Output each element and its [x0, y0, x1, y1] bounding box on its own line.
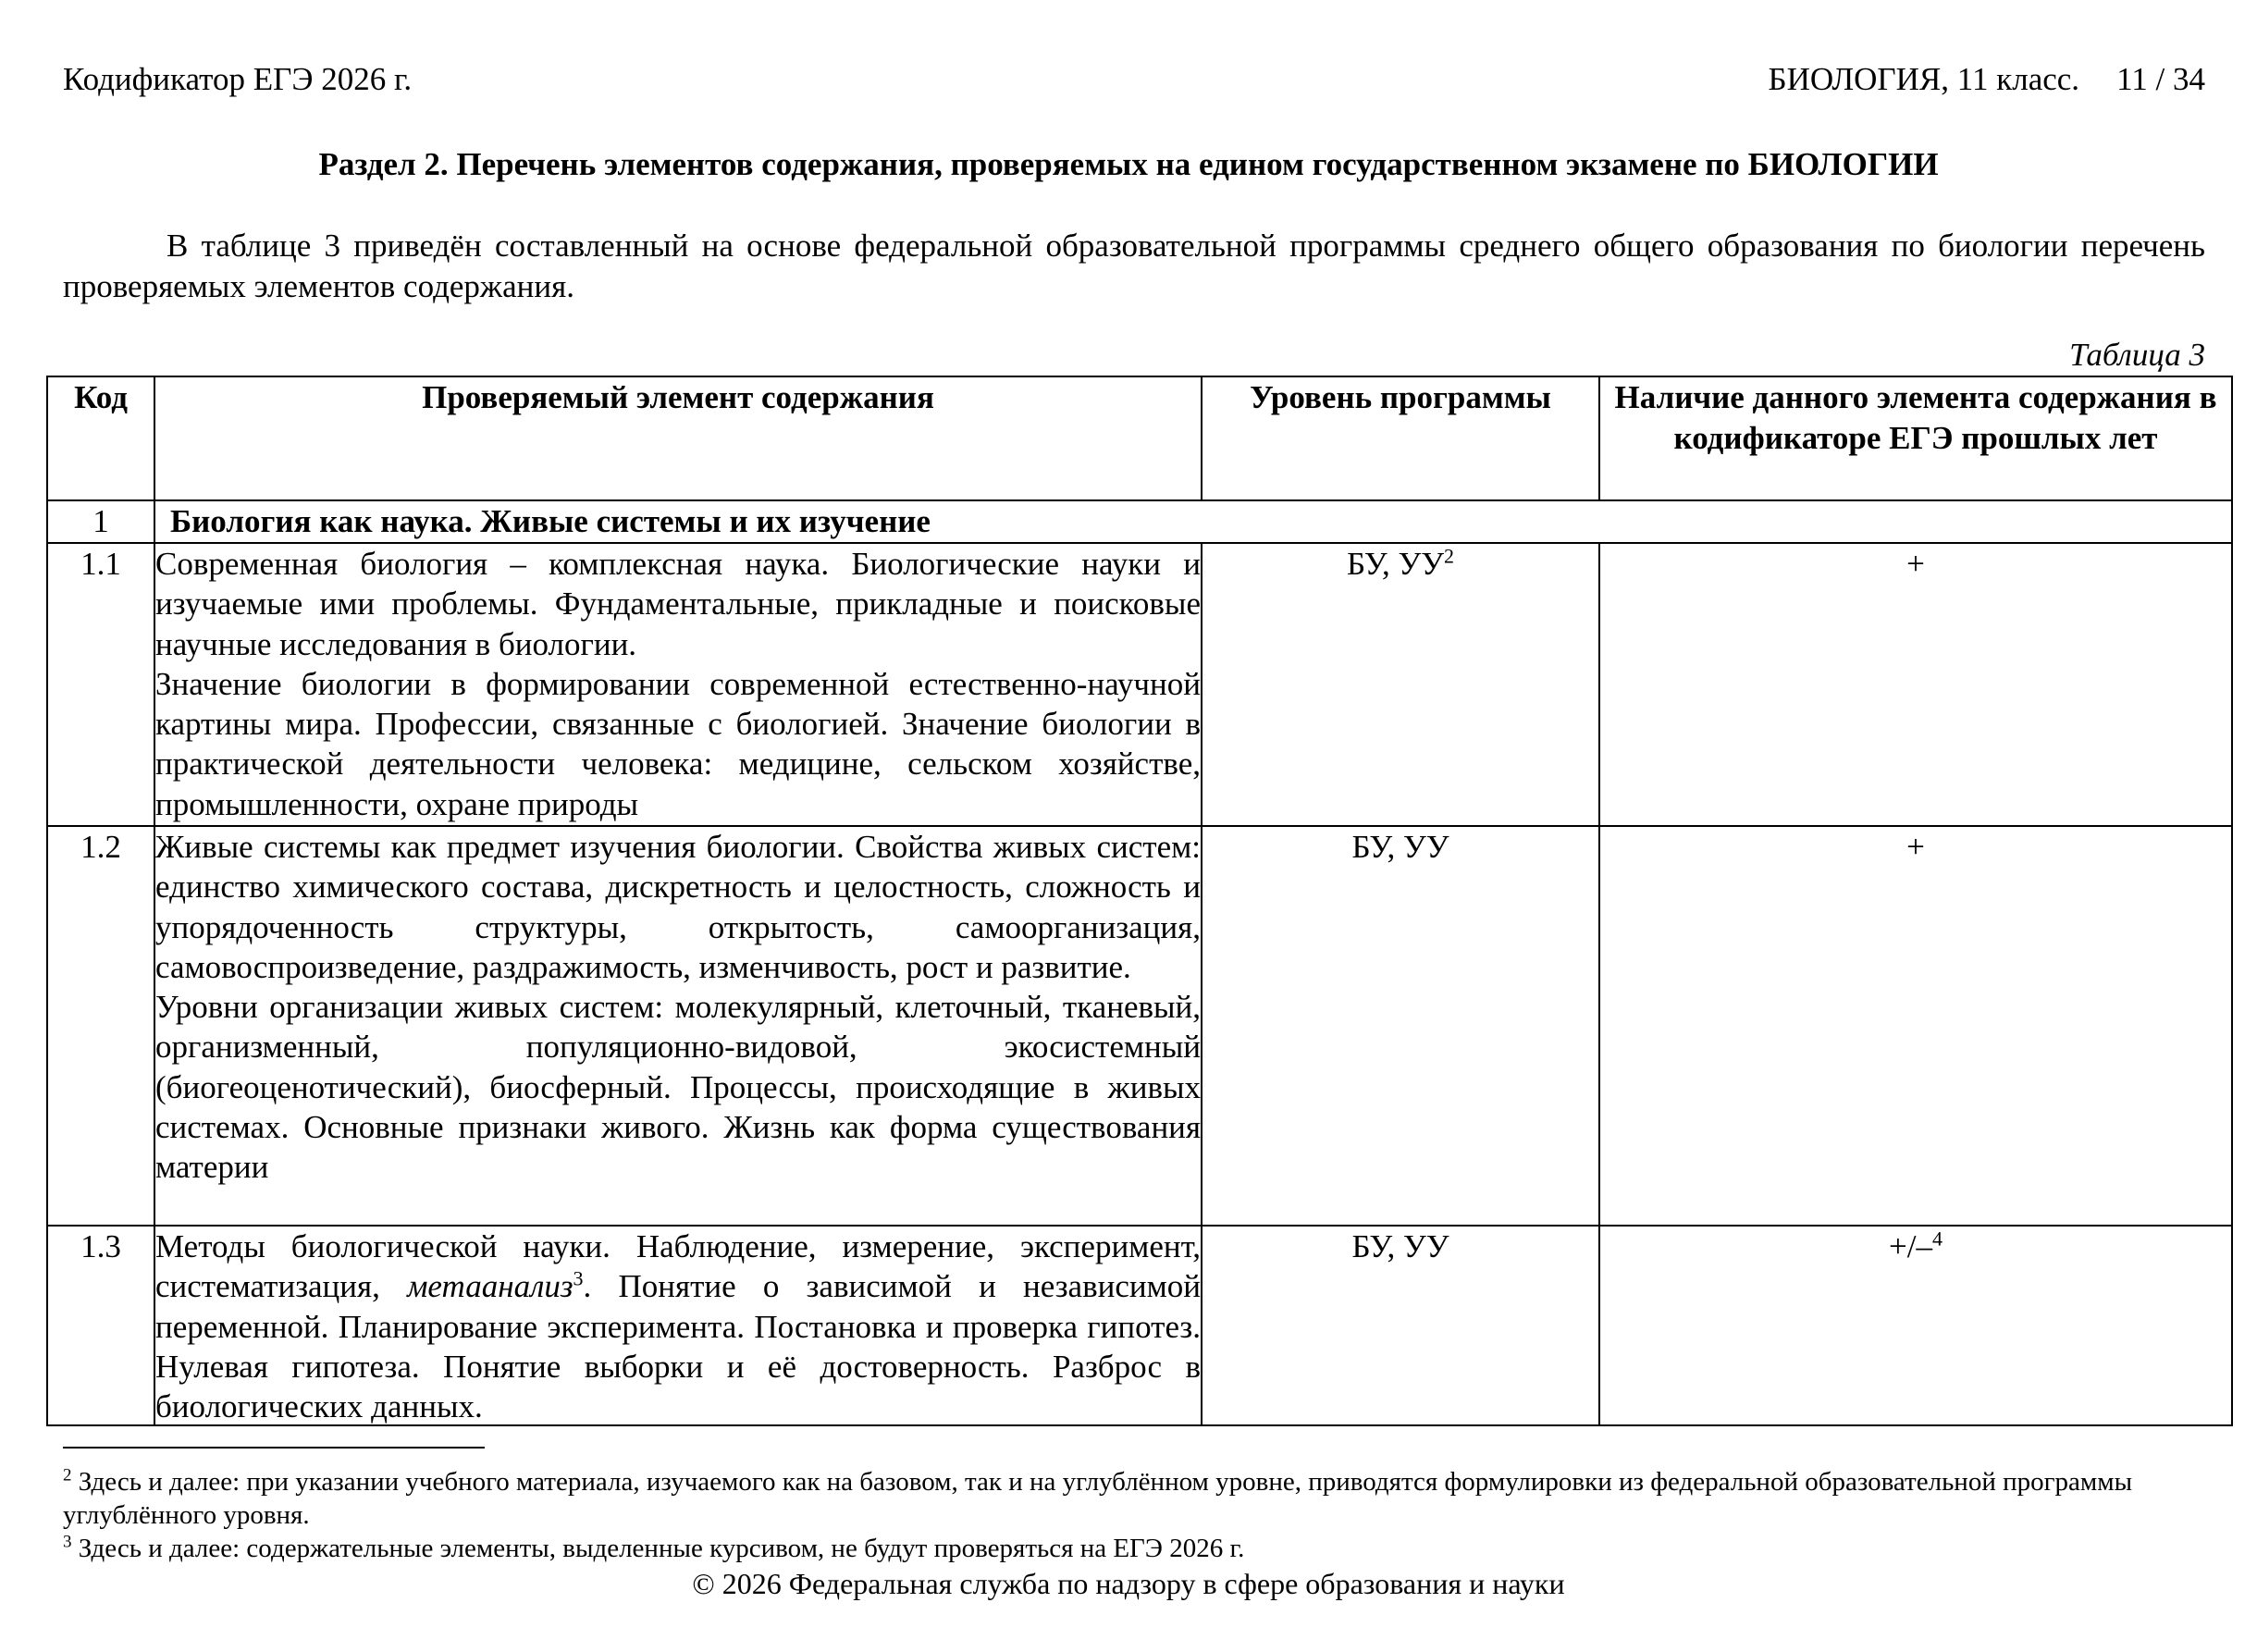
row-code: 1.1	[47, 543, 154, 826]
header-element: Проверяемый элемент содержания	[154, 376, 1202, 500]
header-presence: Наличие данного элемента содержания в кодификаторе ЕГЭ прошлых лет	[1599, 376, 2232, 500]
footnote-ref: 2	[1444, 544, 1454, 568]
section-code: 1	[47, 500, 154, 543]
row-text-paragraph: Живые системы как предмет изучения биологии. Свойства живых систем: единство химического состава, дискретность и целостность, сложность и упорядоченность структуры, открытость, самоорганизация, самовоспроизведение, раздражимость, изменчивость, рост и развитие.	[155, 829, 1201, 985]
footnote	[63, 1465, 2205, 1532]
table-row	[47, 543, 2232, 826]
italic-term: метаанализ	[407, 1268, 574, 1305]
section-title: Раздел 2. Перечень элементов содержания, проверяемых на едином государственном экзамене по БИОЛОГИИ	[318, 146, 1939, 182]
intro-paragraph: В таблице 3 приведён составленный на основе федеральной образовательной программы среднего общего образования по биологии перечень проверяемых элементов содержания.	[63, 228, 2205, 304]
table-header-row	[47, 376, 2232, 500]
row-presence: +	[1599, 543, 2232, 826]
row-presence	[1599, 1226, 2232, 1425]
content-elements-table	[46, 376, 2233, 1426]
header-page-number: 11 / 34	[2116, 61, 2205, 97]
row-element-text	[154, 543, 1202, 826]
row-text-paragraph: Уровни организации живых систем: молекулярный, клеточный, тканевый, организменный, популяционно-видовой, экосистемный (биогеоценотический), биосферный. Процессы, происходящие в живых системах. Основные признаки живого. Жизнь как форма существования материи	[155, 989, 1201, 1186]
section-row	[47, 500, 2232, 543]
footnote-number: 3	[63, 1532, 72, 1552]
row-level	[1202, 543, 1599, 826]
row-presence: +	[1599, 826, 2232, 1226]
row-text-paragraph: Современная биология – комплексная наука. Биологические науки и изучаемые ими проблемы. Фундаментальные, прикладные и поисковые научные исследования в биологии.	[155, 546, 1201, 662]
header-subject: БИОЛОГИЯ, 11 класс.	[1768, 61, 2080, 97]
row-text-paragraph: Значение биологии в формировании современной естественно-научной картины мира. Профессии, связанные с биологией. Значение биологии в практической деятельности человека: медицине, сельском хозяйстве, промышленности, охране природы	[155, 665, 1201, 822]
row-level: БУ, УУ	[1202, 826, 1599, 1226]
footnote-ref: 4	[1931, 1227, 1942, 1251]
table-row	[47, 1226, 2232, 1425]
footnotes	[63, 1465, 2205, 1565]
row-code: 1.3	[47, 1226, 154, 1425]
row-element-text	[154, 1226, 1202, 1425]
footnote-text: Здесь и далее: содержательные элементы, выделенные курсивом, не будут проверяться на ЕГЭ 2026 г.	[78, 1534, 1245, 1563]
header-code: Код	[47, 376, 154, 500]
footnote	[63, 1532, 2205, 1565]
header-subject-page	[1769, 61, 2206, 98]
section-row-title: Биология как наука. Живые системы и их изучение	[154, 500, 2232, 543]
footnote-ref: 3	[573, 1266, 584, 1290]
footnote-number: 2	[63, 1465, 72, 1486]
row-code: 1.2	[47, 826, 154, 1226]
header-level: Уровень программы	[1202, 376, 1599, 500]
footnote-text: Здесь и далее: при указании учебного материала, изучаемого как на базовом, так и на углублённом уровне, приводятся формулировки из федеральной образовательной программы углублённого уровня.	[63, 1467, 2133, 1530]
copyright: © 2026 Федеральная служба по надзору в сфере образования и науки	[692, 1567, 1565, 1600]
table-caption: Таблица 3	[2069, 337, 2205, 373]
row-level: БУ, УУ	[1202, 1226, 1599, 1425]
header-codifier: Кодификатор ЕГЭ 2026 г.	[63, 61, 413, 97]
table-row	[47, 826, 2232, 1226]
row-presence-value: +/–	[1889, 1228, 1932, 1264]
row-element-text	[154, 826, 1202, 1226]
row-level-value: БУ, УУ	[1347, 546, 1444, 582]
footnote-divider	[63, 1447, 485, 1449]
row-text-paragraph: Методы биологической науки. Наблюдение, измерение, эксперимент, систематизация, метаанализ$^3$. Понятие о зависимой и независимой переменной. Планирование эксперимента. Постановка и проверка гипотез. Нулевая гипотеза. Понятие выборки и её достоверность. Разброс в биологических данных.	[155, 1228, 1201, 1424]
